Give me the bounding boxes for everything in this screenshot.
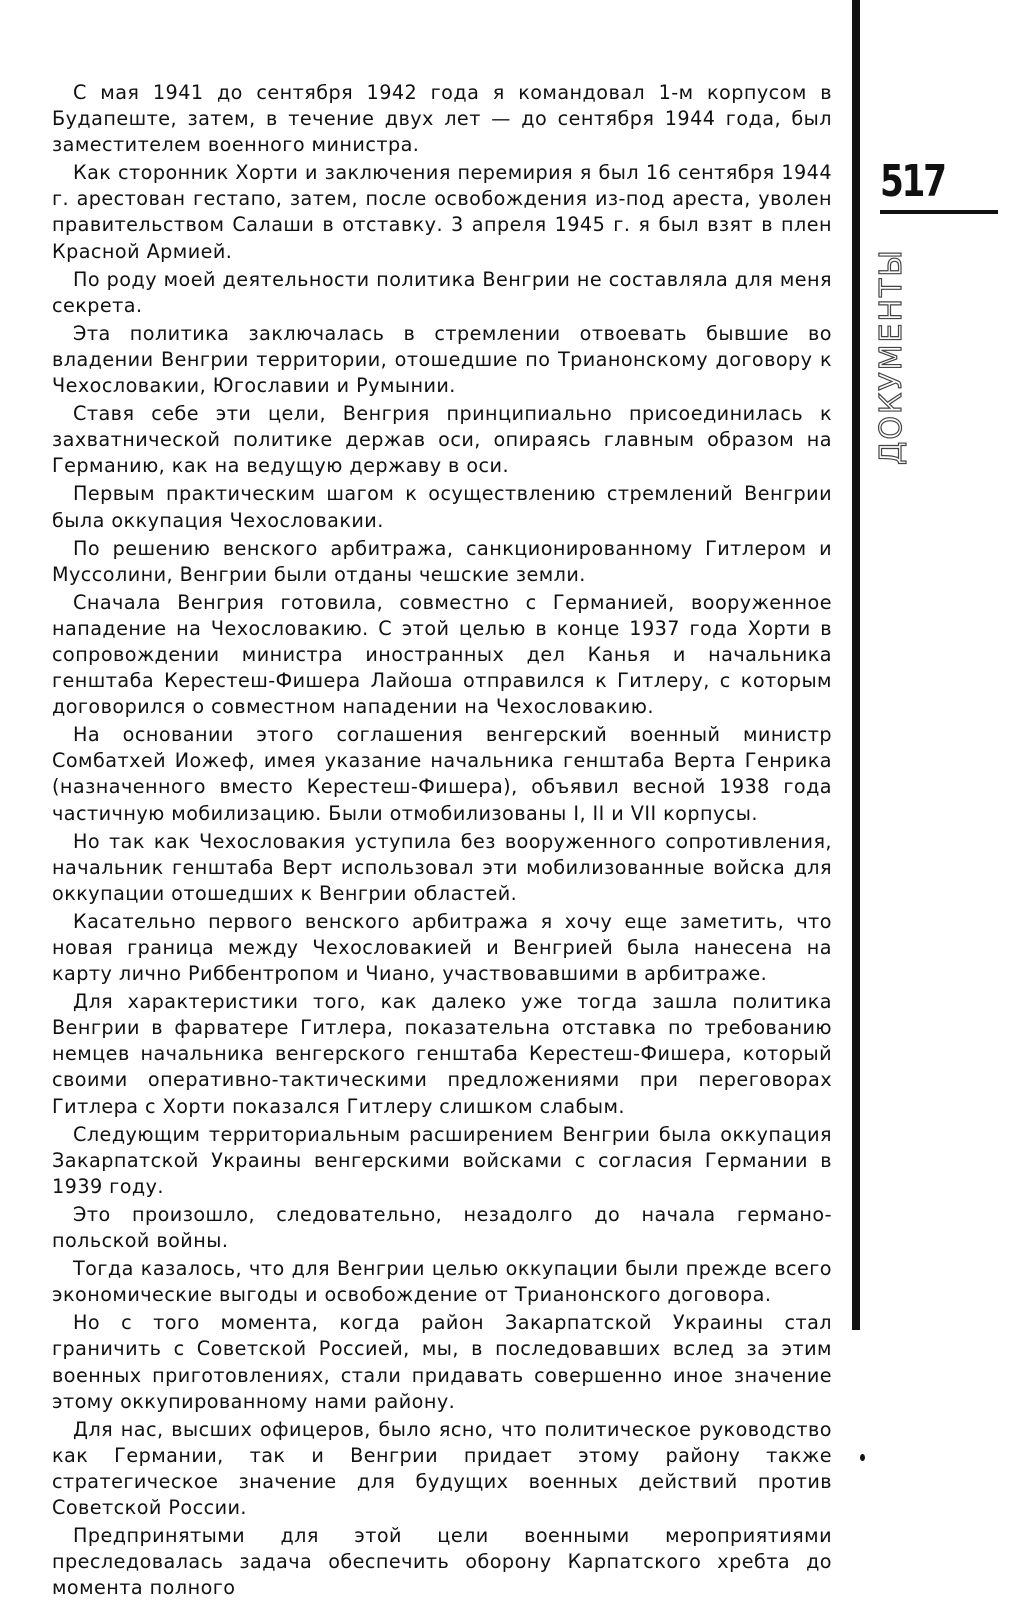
paragraph: Но так как Чехословакия уступила без вооруженного сопротивления, начальник генштаба Верт использовал эти мобилизованные войска для оккупации отошедших к Венгрии областей. xyxy=(52,829,832,905)
paragraph: Ставя себе эти цели, Венгрия принципиально присоединилась к захватнической политике держав оси, опираясь главным образом на Германию, как на ведущую державу в оси. xyxy=(52,402,832,478)
paragraph: Предпринятыми для этой цели военными мероприятиями преследовалась задача обеспечить оборону Карпатского хребта до момента полного xyxy=(52,1524,832,1600)
paragraph: На основании этого соглашения венгерский военный министр Сомбатхей Иожеф, имея указание начальника генштаба Верта Генрика (назначенного вместо Керестеш-Фишера), объявил весной 1938 года частичную мобилизацию. Были отмобилизованы I, II и VII корпусы. xyxy=(52,723,832,825)
print-speck xyxy=(860,1454,865,1461)
margin-vertical-rule xyxy=(852,0,860,1330)
paragraph: Но с того момента, когда район Закарпатской Украины стал граничить с Советской Россией, мы, в последовавших вслед за этим военных приготовлениях, стали придавать совершенно иное значение этому оккупированному нами району. xyxy=(52,1311,832,1413)
paragraph: Следующим территориальным расширением Венгрии была оккупация Закарпатской Украины венгерскими войсками с согласия Германии в 1939 году. xyxy=(52,1122,832,1198)
paragraph: Для характеристики того, как далеко уже тогда зашла политика Венгрии в фарватере Гитлера, показательна отставка по требованию немцев начальника венгерского генштаба Керестеш-Фишера, который своими оперативно-тактическими предложениями при переговорах Гитлера с Хорти показался Гитлеру слишком слабым. xyxy=(52,990,832,1118)
paragraph: По роду моей деятельности политика Венгрии не составляла для меня секрета. xyxy=(52,267,832,317)
paragraph: С мая 1941 до сентября 1942 года я командовал 1-м корпусом в Будапеште, затем, в течение двух лет — до сентября 1944 года, был заместителем военного министра. xyxy=(52,81,832,157)
document-body xyxy=(52,80,832,1603)
paragraph: Первым практическим шагом к осуществлению стремлений Венгрии была оккупация Чехословакии. xyxy=(52,482,832,532)
paragraph: Касательно первого венского арбитража я хочу еще заметить, что новая граница между Чехословакией и Венгрией была нанесена на карту лично Риббентропом и Чиано, участвовавшими в арбитраже. xyxy=(52,909,832,986)
page-number-underline xyxy=(880,210,998,214)
section-title-vertical: ДОКУМЕНТЫ xyxy=(874,248,909,465)
paragraph: Для нас, высших офицеров, было ясно, что политическое руководство как Германии, так и Венгрии придает этому району также стратегическое значение для будущих военных действий против Советской России. xyxy=(52,1417,832,1519)
page-number: 517 xyxy=(880,156,945,207)
paragraph: Эта политика заключалась в стремлении отвоевать бывшие во владении Венгрии территории, отошедшие по Трианонскому договору к Чехословакии, Югославии и Румынии. xyxy=(52,321,832,398)
paragraph: Тогда казалось, что для Венгрии целью оккупации были прежде всего экономические выгоды и освобождение от Трианонского договора. xyxy=(52,1257,832,1307)
paragraph: Сначала Венгрия готовила, совместно с Германией, вооруженное нападение на Чехословакию. С этой целью в конце 1937 года Хорти в сопровождении министра иностранных дел Канья и начальника генштаба Керестеш-Фишера Лайоша отправился к Гитлеру, с которым договорился о совместном нападении на Чехословакию. xyxy=(52,590,832,719)
paragraph: По решению венского арбитража, санкционированному Гитлером и Муссолини, Венгрии были отданы чешские земли. xyxy=(52,536,832,586)
paragraph: Как сторонник Хорти и заключения перемирия я был 16 сентября 1944 г. арестован гестапо, затем, после освобождения из-под ареста, уволен правительством Салаши в отставку. 3 апреля 1945 г. я был взят в плен Красной Армией. xyxy=(52,161,832,263)
paragraph: Это произошло, следовательно, незадолго до начала германо-польской войны. xyxy=(52,1202,832,1253)
